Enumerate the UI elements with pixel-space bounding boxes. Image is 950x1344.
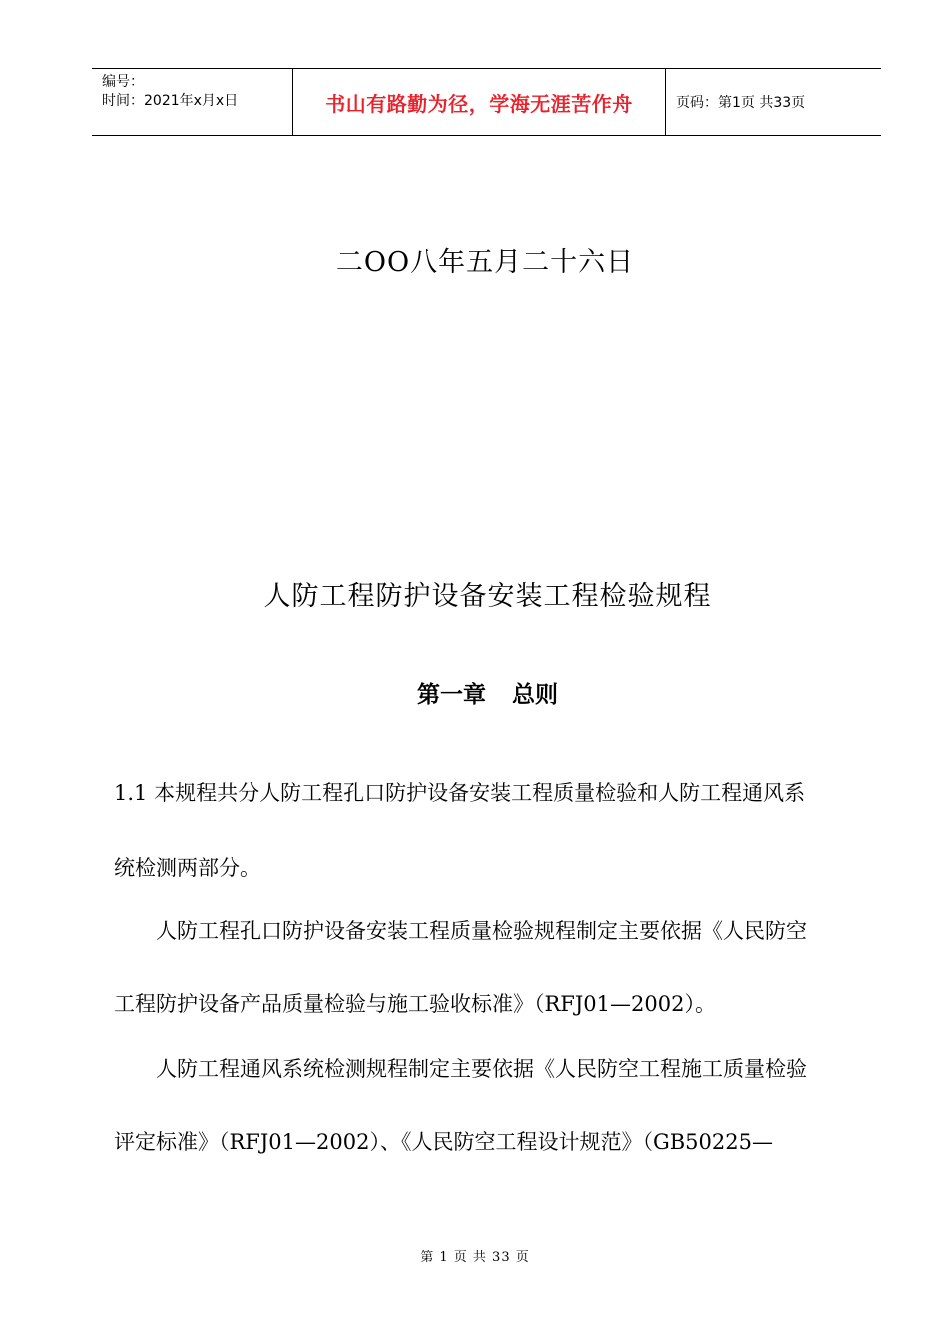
date-line: 二OO八年五月二十六日 [335,247,635,278]
chapter-heading [0,676,950,709]
chapter-name: 总则 [512,682,558,708]
header-page-label: 页码：第1页 共33页 [676,95,806,111]
document-number-label: 编号： [102,74,144,90]
header-motto: 书山有路勤为径，学海无涯苦作舟 [325,91,633,116]
body-line: 人防工程通风系统检测规程制定主要依据《人民防空工程施工质量检验 [114,1057,807,1081]
body-line: 评定标准》（RFJ01—2002）、《人民防空工程设计规范》（GB50225— [114,1130,773,1154]
body-line: 工程防护设备产品质量检验与施工验收标准》（RFJ01—2002）。 [114,992,716,1016]
header-table [92,68,881,136]
document-title: 人防工程防护设备安装工程检验规程 [263,581,712,612]
page-footer: 第 1 页 共 33 页 [420,1250,530,1265]
body-line: 统检测两部分。 [114,856,261,880]
document-time-label: 时间：2021年x月x日 [102,93,239,109]
header-meta-cell [92,69,293,135]
body-line: 1.1 本规程共分人防工程孔口防护设备安装工程质量检验和人防工程通风系 [114,781,806,805]
chapter-number: 第一章 [417,682,486,708]
header-motto-cell [293,69,666,135]
body-line: 人防工程孔口防护设备安装工程质量检验规程制定主要依据《人民防空 [114,919,807,943]
header-page-cell [666,69,881,135]
